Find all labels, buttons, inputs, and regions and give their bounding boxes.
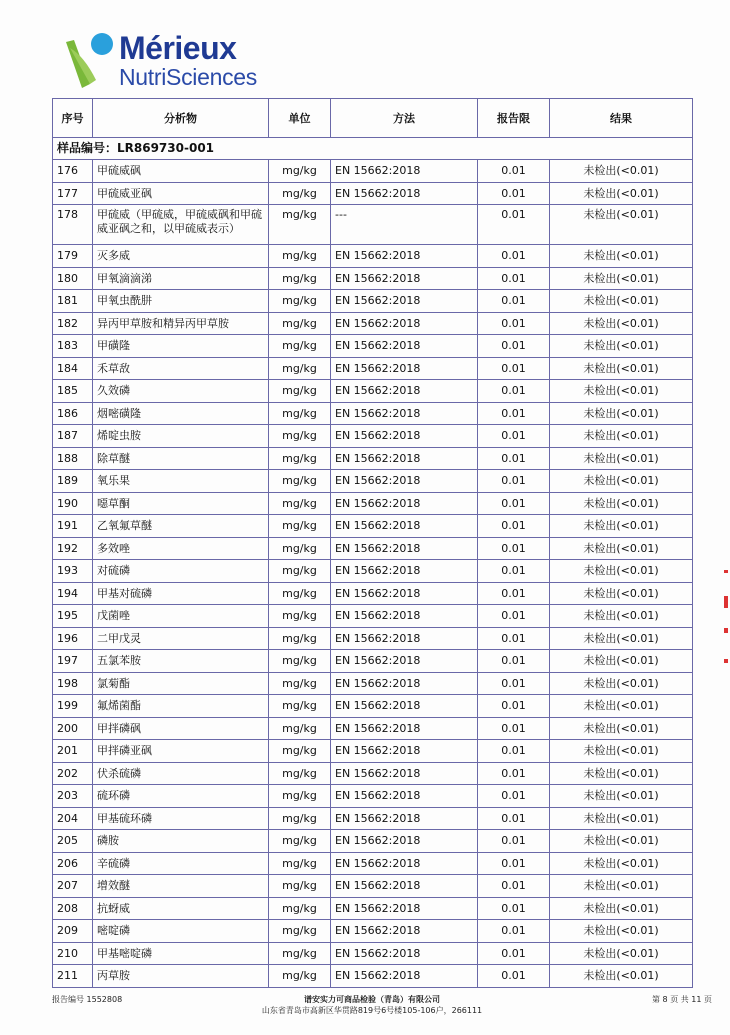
analyte-name: 甲氧滴滴涕 — [93, 267, 269, 290]
row-number: 192 — [53, 537, 93, 560]
report-limit-cell: 0.01 — [478, 897, 550, 920]
result-cell: 未检出(<0.01) — [550, 875, 693, 898]
analyte-name: 辛硫磷 — [93, 852, 269, 875]
unit-cell: mg/kg — [269, 267, 331, 290]
method-cell: EN 15662:2018 — [331, 695, 478, 718]
unit-cell: mg/kg — [269, 537, 331, 560]
analyte-name: 烯啶虫胺 — [93, 425, 269, 448]
result-cell: 未检出(<0.01) — [550, 920, 693, 943]
sample-label: 样品编号：LR869730-001 — [53, 138, 693, 160]
analyte-name: 甲硫威（甲硫威，甲硫威砜和甲硫威亚砜之和，以甲硫威表示） — [93, 205, 269, 245]
table-row — [53, 447, 693, 470]
method-cell: EN 15662:2018 — [331, 627, 478, 650]
table-row — [53, 875, 693, 898]
unit-cell: mg/kg — [269, 740, 331, 763]
analyte-name: 甲磺隆 — [93, 335, 269, 358]
unit-cell: mg/kg — [269, 920, 331, 943]
report-limit-cell: 0.01 — [478, 492, 550, 515]
col-header-no: 序号 — [53, 99, 93, 138]
unit-cell: mg/kg — [269, 875, 331, 898]
result-cell: 未检出(<0.01) — [550, 672, 693, 695]
unit-cell: mg/kg — [269, 560, 331, 583]
method-cell: EN 15662:2018 — [331, 897, 478, 920]
row-number: 189 — [53, 470, 93, 493]
analyte-name: 除草醚 — [93, 447, 269, 470]
method-cell: EN 15662:2018 — [331, 605, 478, 628]
result-cell: 未检出(<0.01) — [550, 582, 693, 605]
unit-cell: mg/kg — [269, 357, 331, 380]
row-number: 182 — [53, 312, 93, 335]
report-limit-cell: 0.01 — [478, 830, 550, 853]
unit-cell: mg/kg — [269, 312, 331, 335]
result-cell: 未检出(<0.01) — [550, 245, 693, 268]
row-number: 202 — [53, 762, 93, 785]
analyte-name: 氧乐果 — [93, 470, 269, 493]
report-limit-cell: 0.01 — [478, 312, 550, 335]
method-cell: EN 15662:2018 — [331, 807, 478, 830]
edge-mark — [724, 570, 728, 573]
table-row — [53, 560, 693, 583]
row-number: 183 — [53, 335, 93, 358]
analyte-name: 甲硫威砜 — [93, 160, 269, 183]
unit-cell: mg/kg — [269, 695, 331, 718]
table-row — [53, 717, 693, 740]
method-cell: EN 15662:2018 — [331, 335, 478, 358]
col-header-result: 结果 — [550, 99, 693, 138]
analyte-name: 丙草胺 — [93, 965, 269, 988]
result-cell: 未检出(<0.01) — [550, 357, 693, 380]
method-cell: EN 15662:2018 — [331, 920, 478, 943]
report-limit-cell: 0.01 — [478, 537, 550, 560]
report-limit-cell: 0.01 — [478, 335, 550, 358]
analyte-name: 甲硫威亚砜 — [93, 182, 269, 205]
unit-cell: mg/kg — [269, 290, 331, 313]
row-number: 211 — [53, 965, 93, 988]
result-cell: 未检出(<0.01) — [550, 267, 693, 290]
unit-cell: mg/kg — [269, 160, 331, 183]
row-number: 198 — [53, 672, 93, 695]
unit-cell: mg/kg — [269, 492, 331, 515]
unit-cell: mg/kg — [269, 762, 331, 785]
analyte-name: 磷胺 — [93, 830, 269, 853]
method-cell: EN 15662:2018 — [331, 402, 478, 425]
unit-cell: mg/kg — [269, 447, 331, 470]
method-cell: EN 15662:2018 — [331, 582, 478, 605]
table-row — [53, 627, 693, 650]
analyte-name: 氟烯菌酯 — [93, 695, 269, 718]
method-cell: EN 15662:2018 — [331, 672, 478, 695]
sample-row — [53, 138, 693, 160]
result-cell: 未检出(<0.01) — [550, 380, 693, 403]
unit-cell: mg/kg — [269, 717, 331, 740]
analyte-name: 甲基对硫磷 — [93, 582, 269, 605]
result-cell: 未检出(<0.01) — [550, 402, 693, 425]
table-row — [53, 897, 693, 920]
company-logo — [64, 28, 264, 92]
table-row — [53, 672, 693, 695]
report-limit-cell: 0.01 — [478, 447, 550, 470]
row-number: 193 — [53, 560, 93, 583]
unit-cell: mg/kg — [269, 965, 331, 988]
result-cell: 未检出(<0.01) — [550, 425, 693, 448]
row-number: 208 — [53, 897, 93, 920]
analyte-name: 乙氧氟草醚 — [93, 515, 269, 538]
report-limit-cell: 0.01 — [478, 875, 550, 898]
row-number: 179 — [53, 245, 93, 268]
method-cell: EN 15662:2018 — [331, 515, 478, 538]
analyte-name: 氯菊酯 — [93, 672, 269, 695]
method-cell: EN 15662:2018 — [331, 537, 478, 560]
result-cell: 未检出(<0.01) — [550, 492, 693, 515]
result-cell: 未检出(<0.01) — [550, 942, 693, 965]
table-row — [53, 402, 693, 425]
report-limit-cell: 0.01 — [478, 672, 550, 695]
table-header-row — [53, 99, 693, 138]
page-number: 第 8 页 共 11 页 — [652, 995, 712, 1004]
unit-cell: mg/kg — [269, 650, 331, 673]
report-limit-cell: 0.01 — [478, 717, 550, 740]
unit-cell: mg/kg — [269, 515, 331, 538]
analyte-name: 灭多威 — [93, 245, 269, 268]
row-number: 180 — [53, 267, 93, 290]
report-limit-cell: 0.01 — [478, 762, 550, 785]
row-number: 209 — [53, 920, 93, 943]
edge-mark — [724, 596, 728, 608]
row-number: 207 — [53, 875, 93, 898]
report-limit-cell: 0.01 — [478, 380, 550, 403]
row-number: 206 — [53, 852, 93, 875]
analyte-name: 异丙甲草胺和精异丙甲草胺 — [93, 312, 269, 335]
table-row — [53, 695, 693, 718]
analyte-name: 久效磷 — [93, 380, 269, 403]
unit-cell: mg/kg — [269, 380, 331, 403]
analyte-name: 多效唑 — [93, 537, 269, 560]
results-table — [52, 98, 693, 988]
analyte-name: 对硫磷 — [93, 560, 269, 583]
method-cell: EN 15662:2018 — [331, 160, 478, 183]
analyte-name: 抗蚜威 — [93, 897, 269, 920]
table-row — [53, 582, 693, 605]
table-body — [53, 138, 693, 988]
table-row — [53, 380, 693, 403]
report-limit-cell: 0.01 — [478, 560, 550, 583]
method-cell: EN 15662:2018 — [331, 447, 478, 470]
result-cell: 未检出(<0.01) — [550, 762, 693, 785]
row-number: 210 — [53, 942, 93, 965]
report-limit-cell: 0.01 — [478, 605, 550, 628]
row-number: 187 — [53, 425, 93, 448]
method-cell: EN 15662:2018 — [331, 290, 478, 313]
method-cell: EN 15662:2018 — [331, 717, 478, 740]
analyte-name: 噁草酮 — [93, 492, 269, 515]
method-cell: EN 15662:2018 — [331, 470, 478, 493]
result-cell: 未检出(<0.01) — [550, 182, 693, 205]
company-name: 谱安实力可商品检验（青岛）有限公司 — [304, 995, 440, 1004]
table-row — [53, 267, 693, 290]
unit-cell: mg/kg — [269, 245, 331, 268]
table-row — [53, 515, 693, 538]
method-cell: EN 15662:2018 — [331, 267, 478, 290]
report-number: 报告编号 1552808 — [52, 995, 123, 1004]
row-number: 203 — [53, 785, 93, 808]
col-header-analyte: 分析物 — [93, 99, 269, 138]
unit-cell: mg/kg — [269, 672, 331, 695]
method-cell: EN 15662:2018 — [331, 312, 478, 335]
row-number: 201 — [53, 740, 93, 763]
row-number: 204 — [53, 807, 93, 830]
method-cell: EN 15662:2018 — [331, 245, 478, 268]
analyte-name: 伏杀硫磷 — [93, 762, 269, 785]
row-number: 177 — [53, 182, 93, 205]
table-row — [53, 920, 693, 943]
result-cell: 未检出(<0.01) — [550, 695, 693, 718]
result-cell: 未检出(<0.01) — [550, 965, 693, 988]
table-row — [53, 205, 693, 245]
unit-cell: mg/kg — [269, 470, 331, 493]
analyte-name: 烟嘧磺隆 — [93, 402, 269, 425]
result-cell: 未检出(<0.01) — [550, 312, 693, 335]
unit-cell: mg/kg — [269, 402, 331, 425]
result-cell: 未检出(<0.01) — [550, 290, 693, 313]
result-cell: 未检出(<0.01) — [550, 807, 693, 830]
method-cell: EN 15662:2018 — [331, 650, 478, 673]
row-number: 197 — [53, 650, 93, 673]
logo-mark-icon — [64, 28, 120, 92]
analyte-name: 硫环磷 — [93, 785, 269, 808]
row-number: 191 — [53, 515, 93, 538]
unit-cell: mg/kg — [269, 605, 331, 628]
row-number: 176 — [53, 160, 93, 183]
unit-cell: mg/kg — [269, 335, 331, 358]
table-row — [53, 492, 693, 515]
method-cell: EN 15662:2018 — [331, 875, 478, 898]
result-cell: 未检出(<0.01) — [550, 335, 693, 358]
table-row — [53, 942, 693, 965]
analyte-name: 甲拌磷砜 — [93, 717, 269, 740]
unit-cell: mg/kg — [269, 785, 331, 808]
table-row — [53, 470, 693, 493]
row-number: 205 — [53, 830, 93, 853]
report-limit-cell: 0.01 — [478, 402, 550, 425]
report-limit-cell: 0.01 — [478, 182, 550, 205]
result-cell: 未检出(<0.01) — [550, 160, 693, 183]
logo-subtitle: NutriSciences — [119, 64, 257, 90]
unit-cell: mg/kg — [269, 942, 331, 965]
analyte-name: 禾草敌 — [93, 357, 269, 380]
result-cell: 未检出(<0.01) — [550, 897, 693, 920]
method-cell: EN 15662:2018 — [331, 785, 478, 808]
result-cell: 未检出(<0.01) — [550, 560, 693, 583]
analyte-name: 二甲戊灵 — [93, 627, 269, 650]
result-cell: 未检出(<0.01) — [550, 717, 693, 740]
report-limit-cell: 0.01 — [478, 920, 550, 943]
report-limit-cell: 0.01 — [478, 582, 550, 605]
report-limit-cell: 0.01 — [478, 290, 550, 313]
report-limit-cell: 0.01 — [478, 470, 550, 493]
col-header-method: 方法 — [331, 99, 478, 138]
method-cell: EN 15662:2018 — [331, 357, 478, 380]
edge-mark — [724, 659, 728, 663]
report-limit-cell: 0.01 — [478, 205, 550, 245]
result-cell: 未检出(<0.01) — [550, 605, 693, 628]
report-limit-cell: 0.01 — [478, 160, 550, 183]
unit-cell: mg/kg — [269, 205, 331, 245]
table-row — [53, 785, 693, 808]
unit-cell: mg/kg — [269, 425, 331, 448]
edge-mark — [724, 628, 728, 633]
table-row — [53, 830, 693, 853]
unit-cell: mg/kg — [269, 830, 331, 853]
report-limit-cell: 0.01 — [478, 357, 550, 380]
company-address: 山东省青岛市高新区华贯路819号6号楼105-106户，266111 — [261, 1006, 483, 1015]
analyte-name: 嘧啶磷 — [93, 920, 269, 943]
report-limit-cell: 0.01 — [478, 515, 550, 538]
analyte-name: 甲拌磷亚砜 — [93, 740, 269, 763]
report-limit-cell: 0.01 — [478, 852, 550, 875]
footer-company-block — [252, 994, 492, 1016]
method-cell: EN 15662:2018 — [331, 560, 478, 583]
report-limit-cell: 0.01 — [478, 785, 550, 808]
method-cell: EN 15662:2018 — [331, 942, 478, 965]
logo-title: Mérieux — [119, 30, 237, 66]
result-cell: 未检出(<0.01) — [550, 785, 693, 808]
result-cell: 未检出(<0.01) — [550, 470, 693, 493]
unit-cell: mg/kg — [269, 182, 331, 205]
unit-cell: mg/kg — [269, 807, 331, 830]
report-limit-cell: 0.01 — [478, 942, 550, 965]
table-row — [53, 762, 693, 785]
method-cell: EN 15662:2018 — [331, 492, 478, 515]
report-limit-cell: 0.01 — [478, 965, 550, 988]
row-number: 190 — [53, 492, 93, 515]
table-row — [53, 740, 693, 763]
report-limit-cell: 0.01 — [478, 695, 550, 718]
col-header-limit: 报告限 — [478, 99, 550, 138]
table-row — [53, 357, 693, 380]
method-cell: --- — [331, 205, 478, 245]
row-number: 185 — [53, 380, 93, 403]
report-limit-cell: 0.01 — [478, 267, 550, 290]
result-cell: 未检出(<0.01) — [550, 515, 693, 538]
table-row — [53, 965, 693, 988]
table-row — [53, 650, 693, 673]
report-limit-cell: 0.01 — [478, 245, 550, 268]
analyte-name: 甲基嘧啶磷 — [93, 942, 269, 965]
row-number: 196 — [53, 627, 93, 650]
unit-cell: mg/kg — [269, 852, 331, 875]
method-cell: EN 15662:2018 — [331, 965, 478, 988]
report-limit-cell: 0.01 — [478, 807, 550, 830]
analyte-name: 甲氧虫酰肼 — [93, 290, 269, 313]
result-cell: 未检出(<0.01) — [550, 740, 693, 763]
result-cell: 未检出(<0.01) — [550, 650, 693, 673]
table-row — [53, 852, 693, 875]
col-header-unit: 单位 — [269, 99, 331, 138]
row-number: 200 — [53, 717, 93, 740]
table-row — [53, 245, 693, 268]
method-cell: EN 15662:2018 — [331, 425, 478, 448]
method-cell: EN 15662:2018 — [331, 762, 478, 785]
method-cell: EN 15662:2018 — [331, 182, 478, 205]
row-number: 186 — [53, 402, 93, 425]
row-number: 188 — [53, 447, 93, 470]
report-limit-cell: 0.01 — [478, 627, 550, 650]
report-limit-cell: 0.01 — [478, 425, 550, 448]
report-limit-cell: 0.01 — [478, 740, 550, 763]
method-cell: EN 15662:2018 — [331, 852, 478, 875]
unit-cell: mg/kg — [269, 627, 331, 650]
result-cell: 未检出(<0.01) — [550, 537, 693, 560]
table-row — [53, 290, 693, 313]
table-row — [53, 425, 693, 448]
method-cell: EN 15662:2018 — [331, 740, 478, 763]
analyte-name: 甲基硫环磷 — [93, 807, 269, 830]
table-row — [53, 335, 693, 358]
report-limit-cell: 0.01 — [478, 650, 550, 673]
method-cell: EN 15662:2018 — [331, 380, 478, 403]
result-cell: 未检出(<0.01) — [550, 830, 693, 853]
result-cell: 未检出(<0.01) — [550, 852, 693, 875]
row-number: 181 — [53, 290, 93, 313]
table-row — [53, 182, 693, 205]
result-cell: 未检出(<0.01) — [550, 447, 693, 470]
analyte-name: 增效醚 — [93, 875, 269, 898]
result-cell: 未检出(<0.01) — [550, 205, 693, 245]
result-cell: 未检出(<0.01) — [550, 627, 693, 650]
unit-cell: mg/kg — [269, 582, 331, 605]
analyte-name: 戊菌唑 — [93, 605, 269, 628]
row-number: 194 — [53, 582, 93, 605]
table-row — [53, 160, 693, 183]
row-number: 195 — [53, 605, 93, 628]
unit-cell: mg/kg — [269, 897, 331, 920]
row-number: 199 — [53, 695, 93, 718]
method-cell: EN 15662:2018 — [331, 830, 478, 853]
table-row — [53, 605, 693, 628]
table-row — [53, 807, 693, 830]
row-number: 178 — [53, 205, 93, 245]
analyte-name: 五氯苯胺 — [93, 650, 269, 673]
row-number: 184 — [53, 357, 93, 380]
table-row — [53, 537, 693, 560]
table-row — [53, 312, 693, 335]
